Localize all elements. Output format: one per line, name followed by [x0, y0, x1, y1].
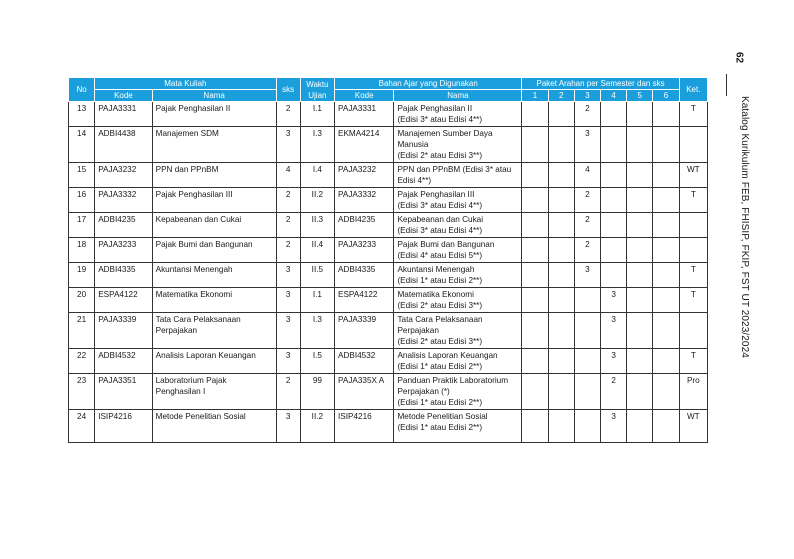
cell-semester-4: 3 — [601, 313, 627, 349]
ba-title: Pajak Penghasilan II — [397, 104, 473, 113]
cell-semester-4: 2 — [601, 374, 627, 410]
cell-semester-6 — [653, 313, 679, 349]
cell-kode: ADBI4438 — [95, 127, 152, 163]
cell-semester-3: 2 — [574, 238, 600, 263]
cell-ba-nama — [394, 410, 522, 443]
header-waktu-ujian: Waktu Ujian — [300, 78, 334, 102]
ba-edition: (Edisi 1* atau Edisi 2**) — [397, 398, 483, 407]
table-row — [69, 374, 708, 410]
cell-semester-4: 3 — [601, 288, 627, 313]
curriculum-table-container — [68, 77, 708, 443]
cell-semester-1 — [522, 374, 548, 410]
cell-ba-nama — [394, 213, 522, 238]
cell-waktu-ujian: I.1 — [300, 102, 334, 127]
cell-kode: PAJA3233 — [95, 238, 152, 263]
cell-semester-5 — [627, 127, 653, 163]
cell-semester-1 — [522, 213, 548, 238]
ba-edition: (Edisi 4* atau Edisi 5**) — [397, 251, 483, 260]
cell-kode: ADBI4235 — [95, 213, 152, 238]
table-row — [69, 238, 708, 263]
cell-semester-2 — [548, 238, 574, 263]
table-row — [69, 313, 708, 349]
header-bahan-ajar: Bahan Ajar yang Digunakan — [335, 78, 522, 90]
cell-nama: PPN dan PPnBM — [152, 163, 276, 188]
cell-ba-nama — [394, 349, 522, 374]
cell-semester-5 — [627, 213, 653, 238]
cell-ba-kode: ESPA4122 — [335, 288, 394, 313]
cell-semester-5 — [627, 238, 653, 263]
cell-semester-4 — [601, 188, 627, 213]
cell-ba-kode: PAJA3331 — [335, 102, 394, 127]
cell-semester-2 — [548, 410, 574, 443]
cell-semester-2 — [548, 313, 574, 349]
cell-sks: 3 — [276, 410, 300, 443]
table-row — [69, 410, 708, 443]
cell-nama: Kepabeanan dan Cukai — [152, 213, 276, 238]
cell-ba-kode: EKMA4214 — [335, 127, 394, 163]
header-paket-arahan: Paket Arahan per Semester dan sks — [522, 78, 679, 90]
cell-ba-kode: PAJA3332 — [335, 188, 394, 213]
cell-no: 16 — [69, 188, 95, 213]
cell-semester-4 — [601, 102, 627, 127]
cell-semester-5 — [627, 263, 653, 288]
cell-ba-kode: PAJA3339 — [335, 313, 394, 349]
table-row — [69, 288, 708, 313]
cell-semester-6 — [653, 163, 679, 188]
cell-ket: WT — [679, 410, 707, 443]
cell-sks: 4 — [276, 163, 300, 188]
cell-semester-5 — [627, 102, 653, 127]
cell-semester-3: 2 — [574, 102, 600, 127]
cell-kode: ADBI4335 — [95, 263, 152, 288]
cell-semester-1 — [522, 263, 548, 288]
cell-semester-1 — [522, 288, 548, 313]
cell-semester-3: 4 — [574, 163, 600, 188]
cell-semester-5 — [627, 410, 653, 443]
cell-ket: WT — [679, 163, 707, 188]
ba-edition: (Edisi 2* atau Edisi 3**) — [397, 151, 483, 160]
cell-semester-5 — [627, 288, 653, 313]
cell-semester-1 — [522, 238, 548, 263]
cell-nama: Laboratorium Pajak Penghasilan I — [152, 374, 276, 410]
header-semester-1: 1 — [522, 90, 548, 102]
cell-sks: 3 — [276, 127, 300, 163]
cell-sks: 2 — [276, 102, 300, 127]
cell-no: 18 — [69, 238, 95, 263]
cell-semester-4 — [601, 163, 627, 188]
cell-semester-3 — [574, 313, 600, 349]
cell-sks: 2 — [276, 238, 300, 263]
cell-semester-6 — [653, 238, 679, 263]
cell-semester-6 — [653, 127, 679, 163]
ba-title: PPN dan PPnBM (Edisi 3* atau Edisi 4**) — [397, 165, 512, 185]
ba-title: Pajak Bumi dan Bangunan — [397, 240, 495, 249]
cell-nama: Metode Penelitian Sosial — [152, 410, 276, 443]
ba-edition: (Edisi 1* atau Edisi 2**) — [397, 276, 483, 285]
cell-semester-6 — [653, 213, 679, 238]
ba-edition: (Edisi 1* atau Edisi 2**) — [397, 423, 483, 432]
cell-semester-2 — [548, 163, 574, 188]
cell-semester-6 — [653, 288, 679, 313]
cell-waktu-ujian: II.2 — [300, 188, 334, 213]
table-row — [69, 163, 708, 188]
cell-ba-kode: PAJA3232 — [335, 163, 394, 188]
cell-semester-5 — [627, 349, 653, 374]
cell-no: 15 — [69, 163, 95, 188]
cell-kode: PAJA3232 — [95, 163, 152, 188]
cell-nama: Matematika Ekonomi — [152, 288, 276, 313]
cell-semester-1 — [522, 163, 548, 188]
header-ba-nama: Nama — [394, 90, 522, 102]
cell-no: 17 — [69, 213, 95, 238]
cell-waktu-ujian: I.5 — [300, 349, 334, 374]
cell-semester-3: 3 — [574, 263, 600, 288]
cell-semester-1 — [522, 349, 548, 374]
cell-semester-2 — [548, 349, 574, 374]
cell-ba-nama — [394, 127, 522, 163]
cell-ket: T — [679, 288, 707, 313]
cell-ba-kode: ISIP4216 — [335, 410, 394, 443]
cell-ba-nama — [394, 188, 522, 213]
table-body — [69, 102, 708, 443]
cell-semester-4: 3 — [601, 349, 627, 374]
table-row — [69, 213, 708, 238]
cell-semester-5 — [627, 163, 653, 188]
cell-semester-6 — [653, 410, 679, 443]
header-semester-5: 5 — [627, 90, 653, 102]
cell-ket — [679, 238, 707, 263]
cell-semester-4 — [601, 238, 627, 263]
cell-sks: 3 — [276, 288, 300, 313]
header-no: No — [69, 78, 95, 102]
cell-semester-4 — [601, 127, 627, 163]
cell-semester-5 — [627, 374, 653, 410]
header-ket: Ket. — [679, 78, 707, 102]
cell-no: 14 — [69, 127, 95, 163]
cell-ba-kode: ADBI4235 — [335, 213, 394, 238]
cell-ket: T — [679, 263, 707, 288]
cell-semester-4: 3 — [601, 410, 627, 443]
cell-ba-nama — [394, 374, 522, 410]
cell-semester-2 — [548, 102, 574, 127]
cell-nama: Akuntansi Menengah — [152, 263, 276, 288]
cell-ket: T — [679, 349, 707, 374]
cell-no: 20 — [69, 288, 95, 313]
cell-ba-nama — [394, 263, 522, 288]
ba-edition: (Edisi 1* atau Edisi 2**) — [397, 362, 483, 371]
page-number: 62 — [733, 51, 745, 64]
cell-semester-2 — [548, 213, 574, 238]
cell-kode: ESPA4122 — [95, 288, 152, 313]
cell-waktu-ujian: II.3 — [300, 213, 334, 238]
cell-no: 23 — [69, 374, 95, 410]
cell-waktu-ujian: II.4 — [300, 238, 334, 263]
cell-semester-3: 2 — [574, 213, 600, 238]
ba-title: Matematika Ekonomi — [397, 290, 474, 299]
cell-waktu-ujian: I.1 — [300, 288, 334, 313]
cell-kode: PAJA3351 — [95, 374, 152, 410]
cell-nama: Analisis Laporan Keuangan — [152, 349, 276, 374]
cell-semester-6 — [653, 349, 679, 374]
cell-ba-kode: PAJA3233 — [335, 238, 394, 263]
ba-title: Analisis Laporan Keuangan — [397, 351, 498, 360]
ba-title: Panduan Praktik Laboratorium Perpajakan (*) — [397, 376, 509, 396]
cell-semester-4 — [601, 263, 627, 288]
cell-semester-2 — [548, 188, 574, 213]
ba-edition: (Edisi 3* atau Edisi 4**) — [397, 226, 483, 235]
cell-ba-nama — [394, 102, 522, 127]
cell-semester-2 — [548, 374, 574, 410]
cell-semester-1 — [522, 102, 548, 127]
cell-nama: Pajak Penghasilan II — [152, 102, 276, 127]
cell-sks: 3 — [276, 313, 300, 349]
header-ba-kode: Kode — [335, 90, 394, 102]
cell-no: 21 — [69, 313, 95, 349]
ba-title: Akuntansi Menengah — [397, 265, 475, 274]
cell-ba-kode: PAJA335X A — [335, 374, 394, 410]
cell-ket: T — [679, 188, 707, 213]
cell-sks: 3 — [276, 263, 300, 288]
cell-semester-5 — [627, 188, 653, 213]
header-kode: Kode — [95, 90, 152, 102]
table-row — [69, 127, 708, 163]
table-row — [69, 102, 708, 127]
cell-semester-2 — [548, 288, 574, 313]
cell-waktu-ujian: 99 — [300, 374, 334, 410]
cell-no: 24 — [69, 410, 95, 443]
cell-semester-6 — [653, 102, 679, 127]
cell-ba-kode: ADBI4532 — [335, 349, 394, 374]
header-semester-2: 2 — [548, 90, 574, 102]
cell-no: 22 — [69, 349, 95, 374]
cell-semester-1 — [522, 188, 548, 213]
header-semester-6: 6 — [653, 90, 679, 102]
header-sks: sks — [276, 78, 300, 102]
cell-no: 13 — [69, 102, 95, 127]
side-divider — [726, 74, 727, 96]
header-semester-4: 4 — [601, 90, 627, 102]
ba-title: Kepabeanan dan Cukai — [397, 215, 484, 224]
cell-sks: 3 — [276, 349, 300, 374]
ba-edition: (Edisi 3* atau Edisi 4**) — [397, 115, 483, 124]
cell-sks: 2 — [276, 213, 300, 238]
cell-semester-2 — [548, 263, 574, 288]
curriculum-table — [68, 77, 708, 443]
header-mata-kuliah: Mata Kuliah — [95, 78, 276, 90]
cell-nama: Manajemen SDM — [152, 127, 276, 163]
ba-edition: (Edisi 3* atau Edisi 4**) — [397, 201, 483, 210]
cell-ket — [679, 313, 707, 349]
cell-waktu-ujian: I.4 — [300, 163, 334, 188]
cell-ba-nama — [394, 313, 522, 349]
cell-semester-3 — [574, 374, 600, 410]
ba-title: Tata Cara Pelaksanaan Perpajakan — [397, 315, 483, 335]
cell-semester-4 — [601, 213, 627, 238]
cell-ba-nama — [394, 288, 522, 313]
cell-semester-1 — [522, 313, 548, 349]
cell-ket — [679, 213, 707, 238]
cell-sks: 2 — [276, 188, 300, 213]
header-semester-3: 3 — [574, 90, 600, 102]
cell-semester-6 — [653, 374, 679, 410]
cell-kode: PAJA3331 — [95, 102, 152, 127]
cell-semester-3: 3 — [574, 127, 600, 163]
cell-nama: Pajak Bumi dan Bangunan — [152, 238, 276, 263]
table-row — [69, 188, 708, 213]
cell-semester-3 — [574, 349, 600, 374]
cell-ket: Pro — [679, 374, 707, 410]
cell-waktu-ujian: I.3 — [300, 127, 334, 163]
cell-semester-5 — [627, 313, 653, 349]
cell-ket — [679, 127, 707, 163]
cell-kode: ISIP4216 — [95, 410, 152, 443]
catalog-side-title: Katalog Kurikulum FEB, FHISIP, FKIP, FST UT 2023/2024 — [739, 96, 750, 358]
cell-semester-1 — [522, 127, 548, 163]
cell-semester-3 — [574, 288, 600, 313]
cell-semester-3: 2 — [574, 188, 600, 213]
cell-waktu-ujian: II.2 — [300, 410, 334, 443]
cell-ba-nama — [394, 238, 522, 263]
cell-waktu-ujian: I.3 — [300, 313, 334, 349]
cell-semester-6 — [653, 188, 679, 213]
cell-nama: Pajak Penghasilan III — [152, 188, 276, 213]
cell-ba-kode: ADBI4335 — [335, 263, 394, 288]
table-row — [69, 263, 708, 288]
cell-semester-3 — [574, 410, 600, 443]
cell-ba-nama — [394, 163, 522, 188]
header-nama: Nama — [152, 90, 276, 102]
cell-kode: ADBI4532 — [95, 349, 152, 374]
ba-title: Manajemen Sumber Daya Manusia — [397, 129, 493, 149]
cell-ket: T — [679, 102, 707, 127]
ba-title: Metode Penelitian Sosial — [397, 412, 488, 421]
cell-nama: Tata Cara Pelaksanaan Perpajakan — [152, 313, 276, 349]
cell-kode: PAJA3332 — [95, 188, 152, 213]
cell-sks: 2 — [276, 374, 300, 410]
cell-kode: PAJA3339 — [95, 313, 152, 349]
ba-edition: (Edisi 2* atau Edisi 3**) — [397, 301, 483, 310]
cell-waktu-ujian: II.5 — [300, 263, 334, 288]
ba-title: Pajak Penghasilan III — [397, 190, 475, 199]
cell-no: 19 — [69, 263, 95, 288]
ba-edition: (Edisi 2* atau Edisi 3**) — [397, 337, 483, 346]
cell-semester-2 — [548, 127, 574, 163]
table-row — [69, 349, 708, 374]
cell-semester-1 — [522, 410, 548, 443]
cell-semester-6 — [653, 263, 679, 288]
